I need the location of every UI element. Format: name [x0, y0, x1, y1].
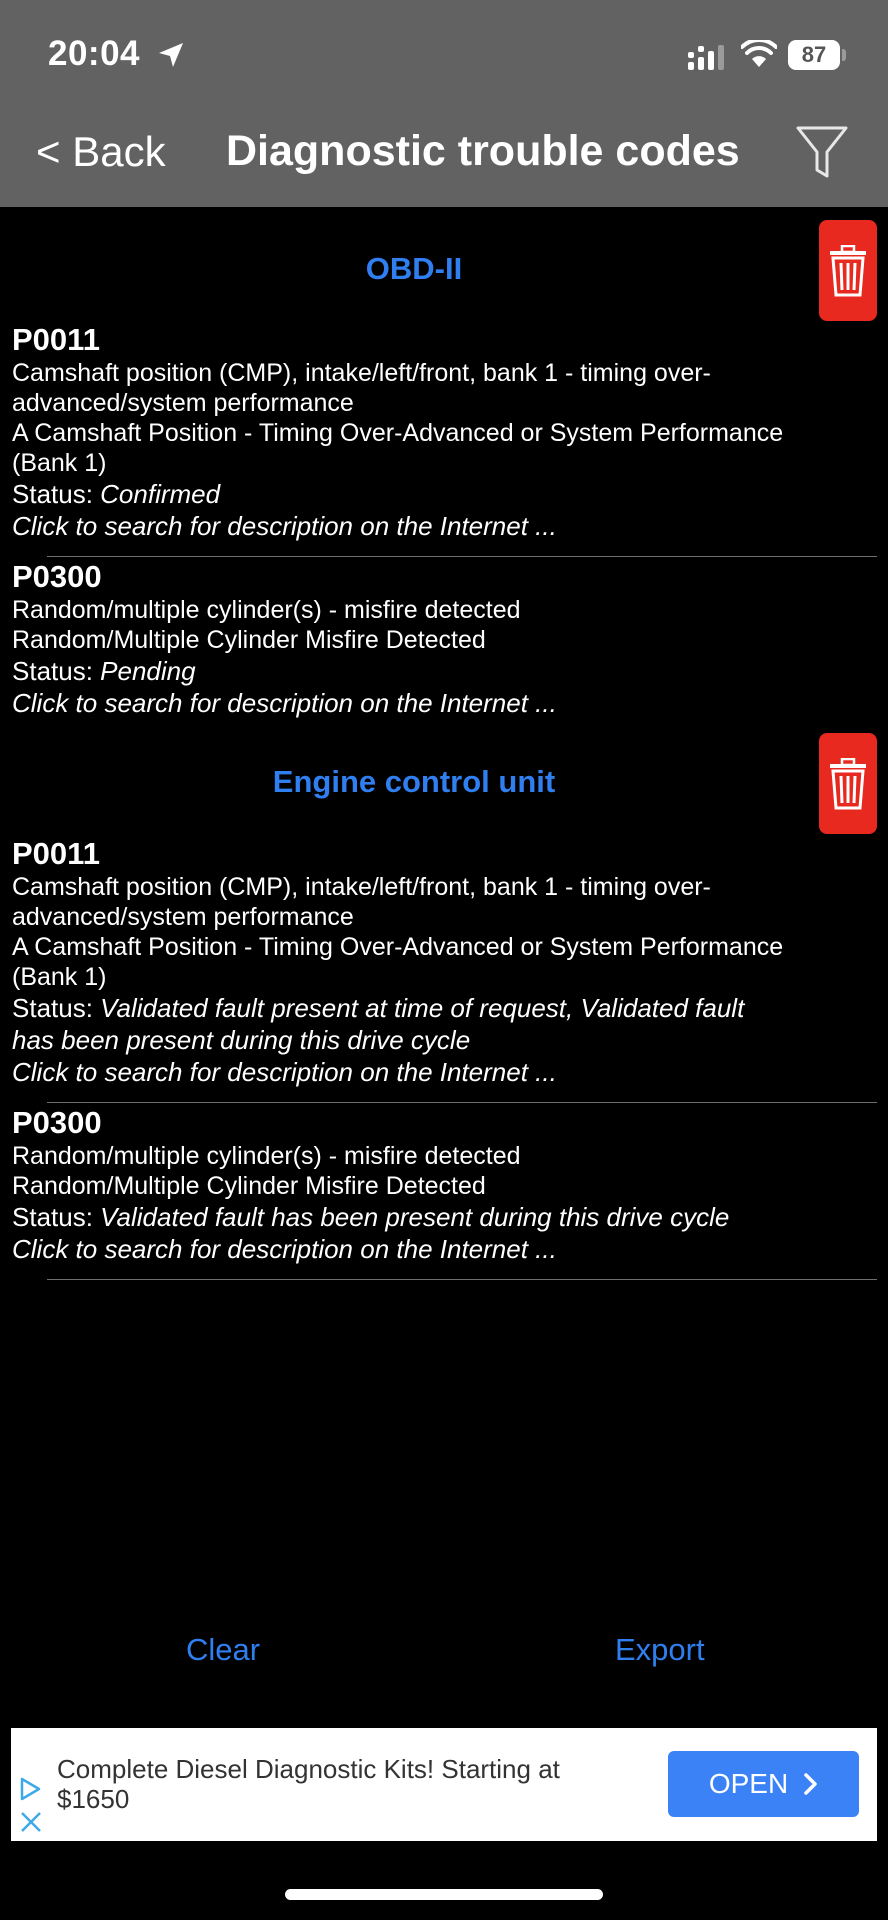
- ad-open-button[interactable]: [668, 1751, 859, 1817]
- status-time: 20:04: [48, 34, 141, 73]
- filter-icon[interactable]: [795, 124, 849, 182]
- dtc-description: Camshaft position (CMP), intake/left/front, bank 1 - timing over-: [12, 873, 711, 901]
- cellular-signal-icon: [686, 42, 728, 72]
- back-button[interactable]: < Back: [36, 128, 166, 175]
- dtc-item[interactable]: [12, 559, 882, 719]
- status-value: Confirmed: [100, 479, 221, 509]
- status-label: Status:: [12, 479, 101, 509]
- export-button[interactable]: Export: [615, 1632, 705, 1667]
- dtc-item[interactable]: [12, 836, 882, 1088]
- search-internet-link[interactable]: Click to search for description on the Internet ...: [12, 1234, 557, 1264]
- ad-choices-icon[interactable]: [17, 1776, 43, 1802]
- status-value-cont: has been present during this drive cycle: [12, 1025, 471, 1055]
- battery-indicator: [788, 40, 840, 70]
- navigation-header: [0, 0, 888, 207]
- home-indicator[interactable]: [285, 1889, 603, 1900]
- dtc-detail-cont: (Bank 1): [12, 963, 107, 991]
- dtc-status-cont: [12, 1024, 882, 1056]
- dtc-status: [12, 992, 882, 1024]
- dtc-description: Random/multiple cylinder(s) - misfire detected: [12, 596, 521, 624]
- dtc-code: P0300: [12, 559, 102, 594]
- section-title-obd2: OBD-II: [365, 251, 463, 286]
- dtc-description-cont: advanced/system performance: [12, 903, 354, 931]
- wifi-icon: [741, 40, 777, 70]
- status-label: Status:: [12, 656, 101, 686]
- status-value: Validated fault has been present during this drive cycle: [100, 1202, 730, 1232]
- separator: [47, 1102, 877, 1103]
- ad-text-line1: Complete Diesel Diagnostic Kits! Starting at: [57, 1754, 560, 1784]
- dtc-status: [12, 655, 882, 687]
- search-internet-link[interactable]: Click to search for description on the Internet ...: [12, 1057, 557, 1087]
- dtc-item[interactable]: [12, 1105, 882, 1265]
- search-internet-link[interactable]: Click to search for description on the Internet ...: [12, 688, 557, 718]
- dtc-item[interactable]: [12, 322, 882, 542]
- dtc-description: Camshaft position (CMP), intake/left/front, bank 1 - timing over-: [12, 359, 711, 387]
- trash-icon: [828, 245, 868, 297]
- ad-banner[interactable]: [11, 1728, 877, 1841]
- clear-button[interactable]: Clear: [186, 1632, 261, 1667]
- separator: [47, 1279, 877, 1280]
- dtc-description: Random/multiple cylinder(s) - misfire detected: [12, 1142, 521, 1170]
- ad-close-icon[interactable]: [19, 1810, 43, 1834]
- dtc-detail: Random/Multiple Cylinder Misfire Detected: [12, 1172, 486, 1200]
- dtc-status: [12, 1201, 882, 1233]
- ad-text: [57, 1754, 647, 1814]
- dtc-detail: A Camshaft Position - Timing Over-Advanced or System Performance: [12, 933, 784, 961]
- battery-level: 87: [801, 42, 827, 67]
- dtc-description-cont: advanced/system performance: [12, 389, 354, 417]
- delete-obd2-button[interactable]: [819, 220, 877, 321]
- status-label: Status:: [12, 1202, 101, 1232]
- section-title-ecu: Engine control unit: [272, 764, 556, 799]
- chevron-right-icon: [804, 1773, 818, 1795]
- dtc-status: [12, 478, 882, 510]
- trash-icon: [828, 758, 868, 810]
- dtc-detail-cont: (Bank 1): [12, 449, 107, 477]
- ad-open-label: OPEN: [708, 1768, 789, 1799]
- dtc-detail: A Camshaft Position - Timing Over-Advanced or System Performance: [12, 419, 784, 447]
- status-value: Validated fault present at time of request, Validated fault: [100, 993, 745, 1023]
- separator: [47, 556, 877, 557]
- search-internet-link[interactable]: Click to search for description on the Internet ...: [12, 511, 557, 541]
- ad-text-line2: $1650: [57, 1784, 130, 1814]
- location-arrow-icon: [156, 40, 186, 70]
- dtc-code: P0011: [12, 322, 100, 357]
- battery-tip: [842, 49, 846, 61]
- delete-ecu-button[interactable]: [819, 733, 877, 834]
- dtc-detail: Random/Multiple Cylinder Misfire Detected: [12, 626, 486, 654]
- dtc-code: P0011: [12, 836, 100, 871]
- status-label: Status:: [12, 993, 101, 1023]
- dtc-code: P0300: [12, 1105, 102, 1140]
- status-value: Pending: [100, 656, 196, 686]
- page-title: Diagnostic trouble codes: [226, 127, 740, 175]
